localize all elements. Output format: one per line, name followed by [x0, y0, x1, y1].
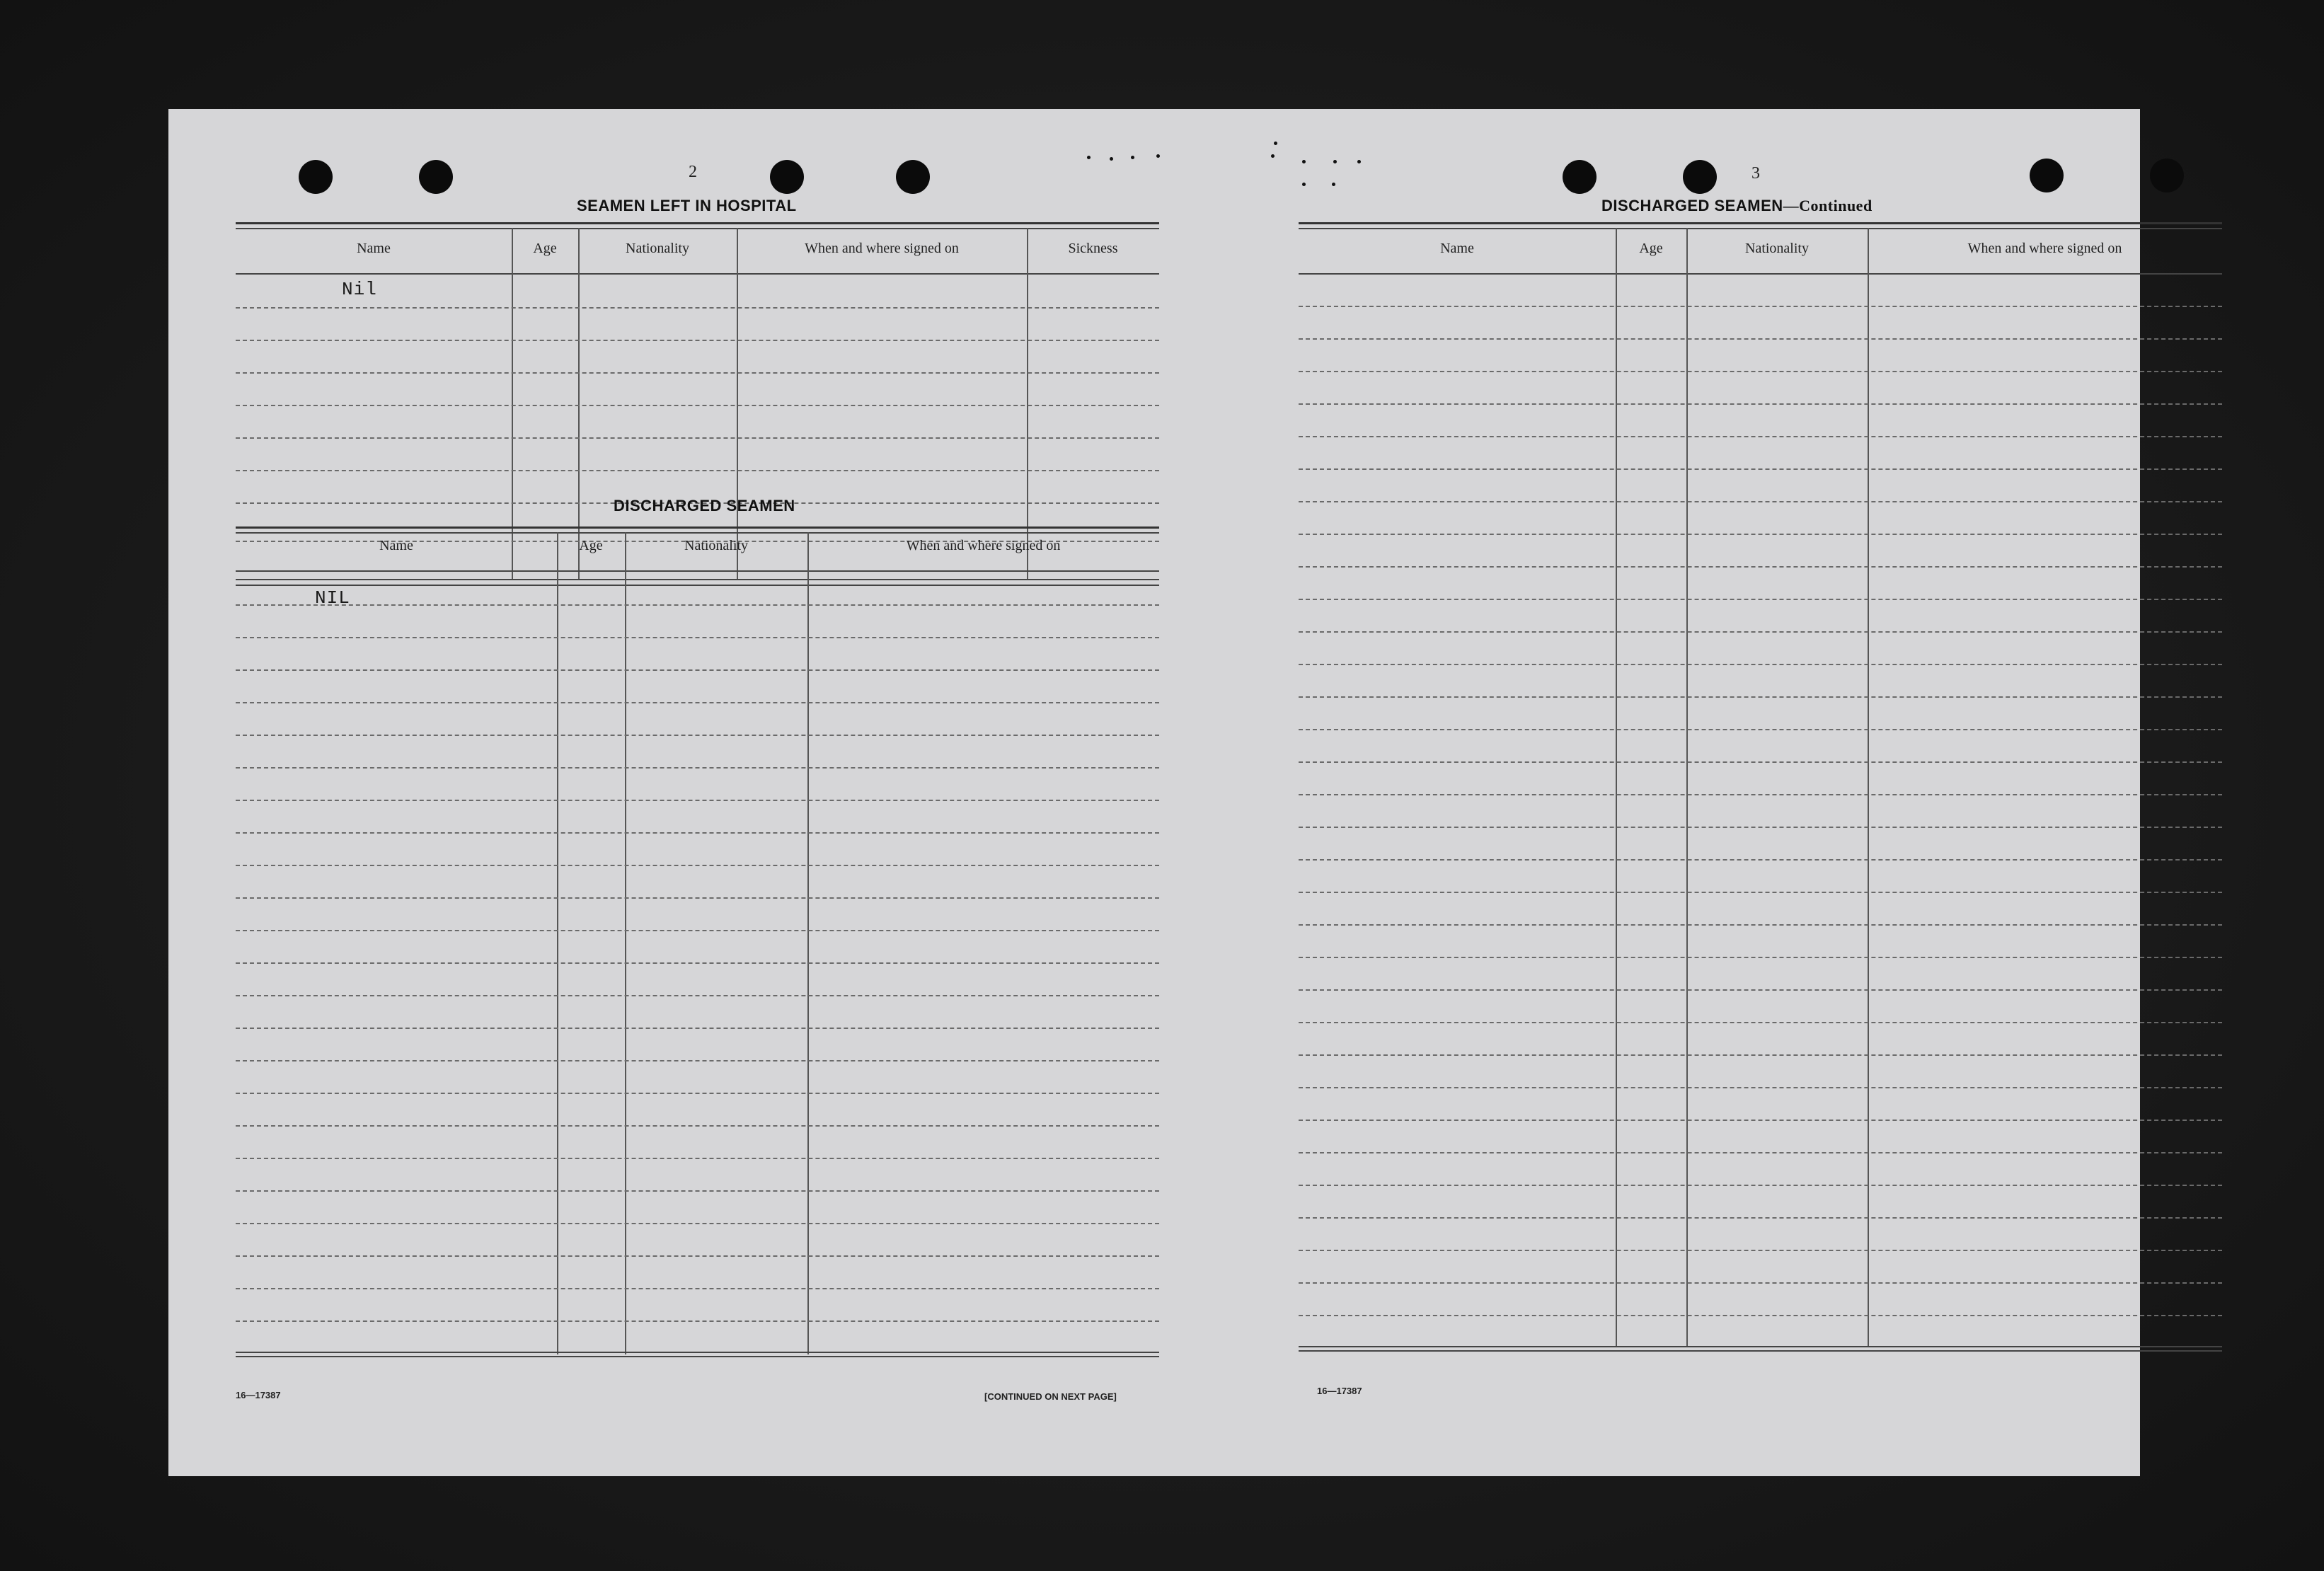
discharged-col-name: Name [379, 538, 413, 553]
row-line [1299, 827, 2222, 828]
row-line [236, 1060, 1159, 1061]
row-line [1299, 892, 2222, 893]
form-code: 16—17387 [236, 1390, 281, 1400]
rule [1299, 1346, 2222, 1347]
row-line [1299, 306, 2222, 307]
row-line [1299, 1022, 2222, 1023]
row-line [1299, 371, 2222, 372]
row-line [1299, 436, 2222, 437]
row-line [236, 1028, 1159, 1029]
rule [236, 585, 1159, 586]
row-line [236, 1158, 1159, 1159]
discharged-col-nationality: Nationality [684, 538, 748, 553]
right-section-title [1601, 197, 1873, 215]
rule [236, 1356, 1159, 1357]
row-line [236, 1255, 1159, 1257]
row-line [236, 604, 1159, 606]
row-line [1299, 761, 2222, 763]
hospital-col-name: Name [357, 241, 391, 256]
row-line [236, 437, 1159, 439]
row-line [236, 930, 1159, 931]
column-line [625, 532, 626, 1354]
column-line [557, 532, 558, 1354]
row-line [1299, 729, 2222, 730]
rule [236, 532, 1159, 534]
row-line [1299, 1087, 2222, 1088]
row-line [1299, 859, 2222, 861]
row-line [1299, 696, 2222, 698]
row-line [236, 669, 1159, 671]
page-number: 2 [689, 163, 697, 181]
row-line [1299, 468, 2222, 470]
row-line [1299, 664, 2222, 665]
rule [1299, 222, 2222, 224]
column-line [1868, 228, 1869, 1347]
row-line [236, 767, 1159, 769]
discharged-section-title: DISCHARGED SEAMEN [614, 497, 795, 514]
rule [1299, 228, 2222, 229]
rule [1299, 1350, 2222, 1352]
row-line [236, 1190, 1159, 1192]
row-line [1299, 794, 2222, 795]
row-line [236, 1223, 1159, 1224]
hospital-col-signed-on: When and where signed on [805, 241, 959, 256]
rule [236, 579, 1159, 580]
discharged-entry: NIL [315, 587, 350, 609]
row-line [236, 1320, 1159, 1322]
right-col-age: Age [1639, 241, 1663, 256]
right-col-nationality: Nationality [1745, 241, 1809, 256]
page-number: 3 [1751, 164, 1760, 183]
row-line [236, 637, 1159, 638]
row-line [236, 962, 1159, 964]
row-line [1299, 631, 2222, 633]
row-line [236, 470, 1159, 471]
continued-note: [CONTINUED ON NEXT PAGE] [984, 1391, 1117, 1402]
row-line [236, 702, 1159, 703]
row-line [1299, 599, 2222, 600]
row-line [236, 340, 1159, 341]
discharged-col-signed-on: When and where signed on [906, 538, 1061, 553]
form-code: 16—17387 [1317, 1386, 1362, 1396]
rule [236, 526, 1159, 529]
hospital-entry: Nil [342, 279, 377, 300]
row-line [1299, 566, 2222, 568]
ledger-spread [168, 109, 2140, 1476]
row-line [1299, 957, 2222, 958]
rule [236, 1352, 1159, 1353]
row-line [236, 1125, 1159, 1127]
row-line [236, 865, 1159, 866]
hospital-col-age: Age [533, 241, 557, 256]
row-line [1299, 989, 2222, 991]
rule [236, 222, 1159, 224]
column-line [807, 532, 809, 1354]
rule [236, 570, 1159, 572]
row-line [236, 995, 1159, 996]
rule [236, 228, 1159, 229]
row-line [1299, 1217, 2222, 1219]
rule [236, 273, 1159, 275]
row-line [236, 307, 1159, 309]
row-line [1299, 924, 2222, 926]
row-line [1299, 1120, 2222, 1121]
left-page [236, 109, 1159, 1476]
row-line [236, 1093, 1159, 1094]
row-line [1299, 1315, 2222, 1316]
row-line [1299, 1054, 2222, 1056]
right-col-name: Name [1440, 241, 1474, 256]
row-line [236, 735, 1159, 736]
hospital-col-sickness: Sickness [1068, 241, 1118, 256]
row-line [236, 372, 1159, 374]
ink-speck [1274, 142, 1277, 145]
row-line [1299, 1152, 2222, 1153]
row-line [236, 1288, 1159, 1289]
row-line [236, 832, 1159, 834]
right-section-title-main: DISCHARGED SEAMEN [1601, 197, 1783, 214]
right-col-signed-on: When and where signed on [1967, 241, 2122, 256]
row-line [1299, 534, 2222, 535]
row-line [1299, 501, 2222, 502]
row-line [236, 405, 1159, 406]
row-line [1299, 338, 2222, 340]
column-line [1686, 228, 1688, 1347]
row-line [236, 800, 1159, 801]
discharged-col-age: Age [579, 538, 603, 553]
column-line [1616, 228, 1617, 1347]
rule [1299, 273, 2222, 275]
row-line [1299, 1185, 2222, 1186]
hospital-section-title: SEAMEN LEFT IN HOSPITAL [577, 197, 797, 214]
right-section-title-continued: —Continued [1783, 197, 1873, 214]
right-page [1299, 109, 2222, 1476]
row-line [1299, 1282, 2222, 1284]
row-line [1299, 403, 2222, 405]
row-line [1299, 1250, 2222, 1251]
row-line [236, 897, 1159, 899]
ink-speck [1271, 154, 1275, 158]
hospital-col-nationality: Nationality [626, 241, 689, 256]
